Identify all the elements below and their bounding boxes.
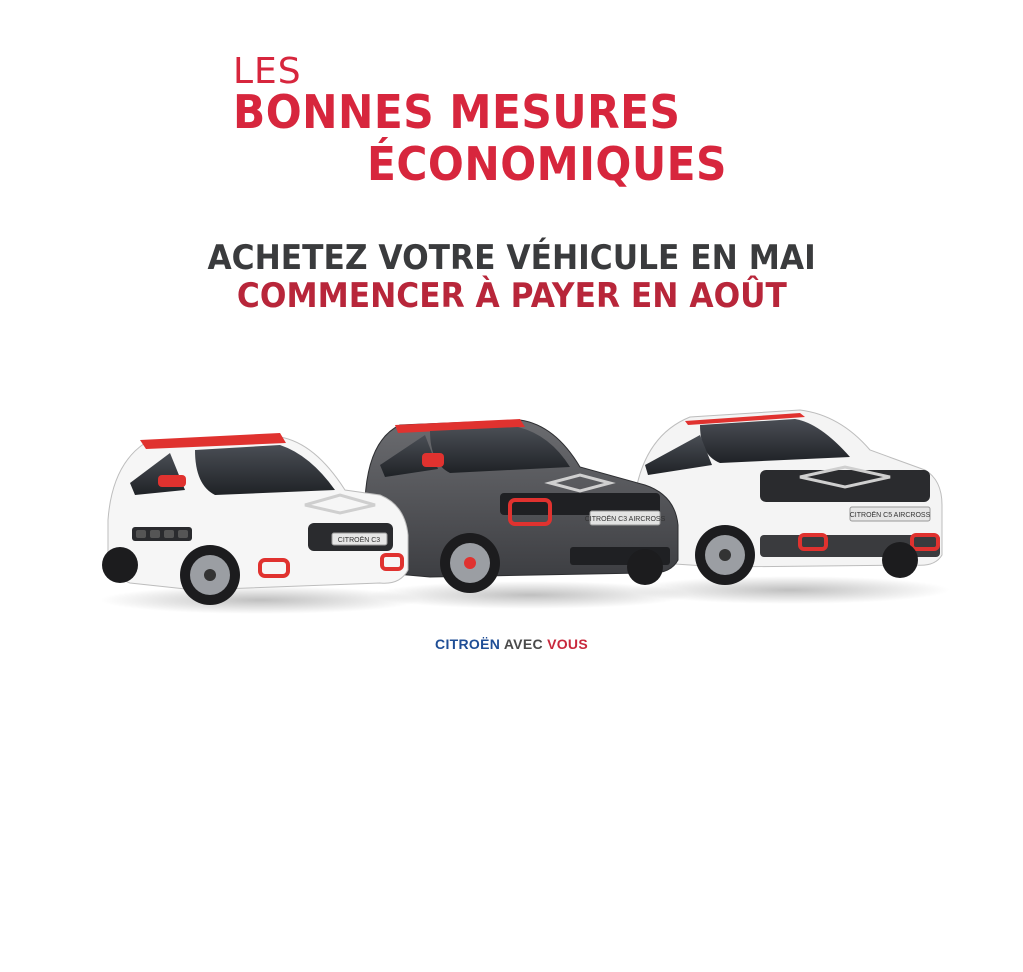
car-c3 [102, 433, 408, 605]
headline [0, 0, 1023, 200]
tagline-end: VOUS [547, 636, 588, 652]
cars-illustration [100, 395, 950, 620]
tagline-middle: AVEC [503, 636, 543, 652]
subheadline-line-1: ACHETEZ VOTRE VÉHICULE EN MAI [207, 238, 816, 278]
badge-left: CITROËN C3 [337, 537, 381, 544]
headline-line-1: BONNES MESURES [233, 85, 681, 139]
headline-les: LES [233, 51, 302, 92]
subheadline-line-2: COMMENCER À PAYER EN AOÛT [236, 276, 787, 316]
car-c5-aircross [635, 410, 942, 585]
brand-tagline [0, 636, 1023, 652]
tagline-brand: CITROËN [435, 636, 501, 652]
car-c3-aircross [365, 419, 678, 593]
badge-middle: CITROËN C3 AIRCROSS [584, 516, 666, 523]
headline-line-2: ÉCONOMIQUES [367, 137, 727, 191]
badge-right: CITROËN C5 AIRCROSS [849, 512, 931, 519]
